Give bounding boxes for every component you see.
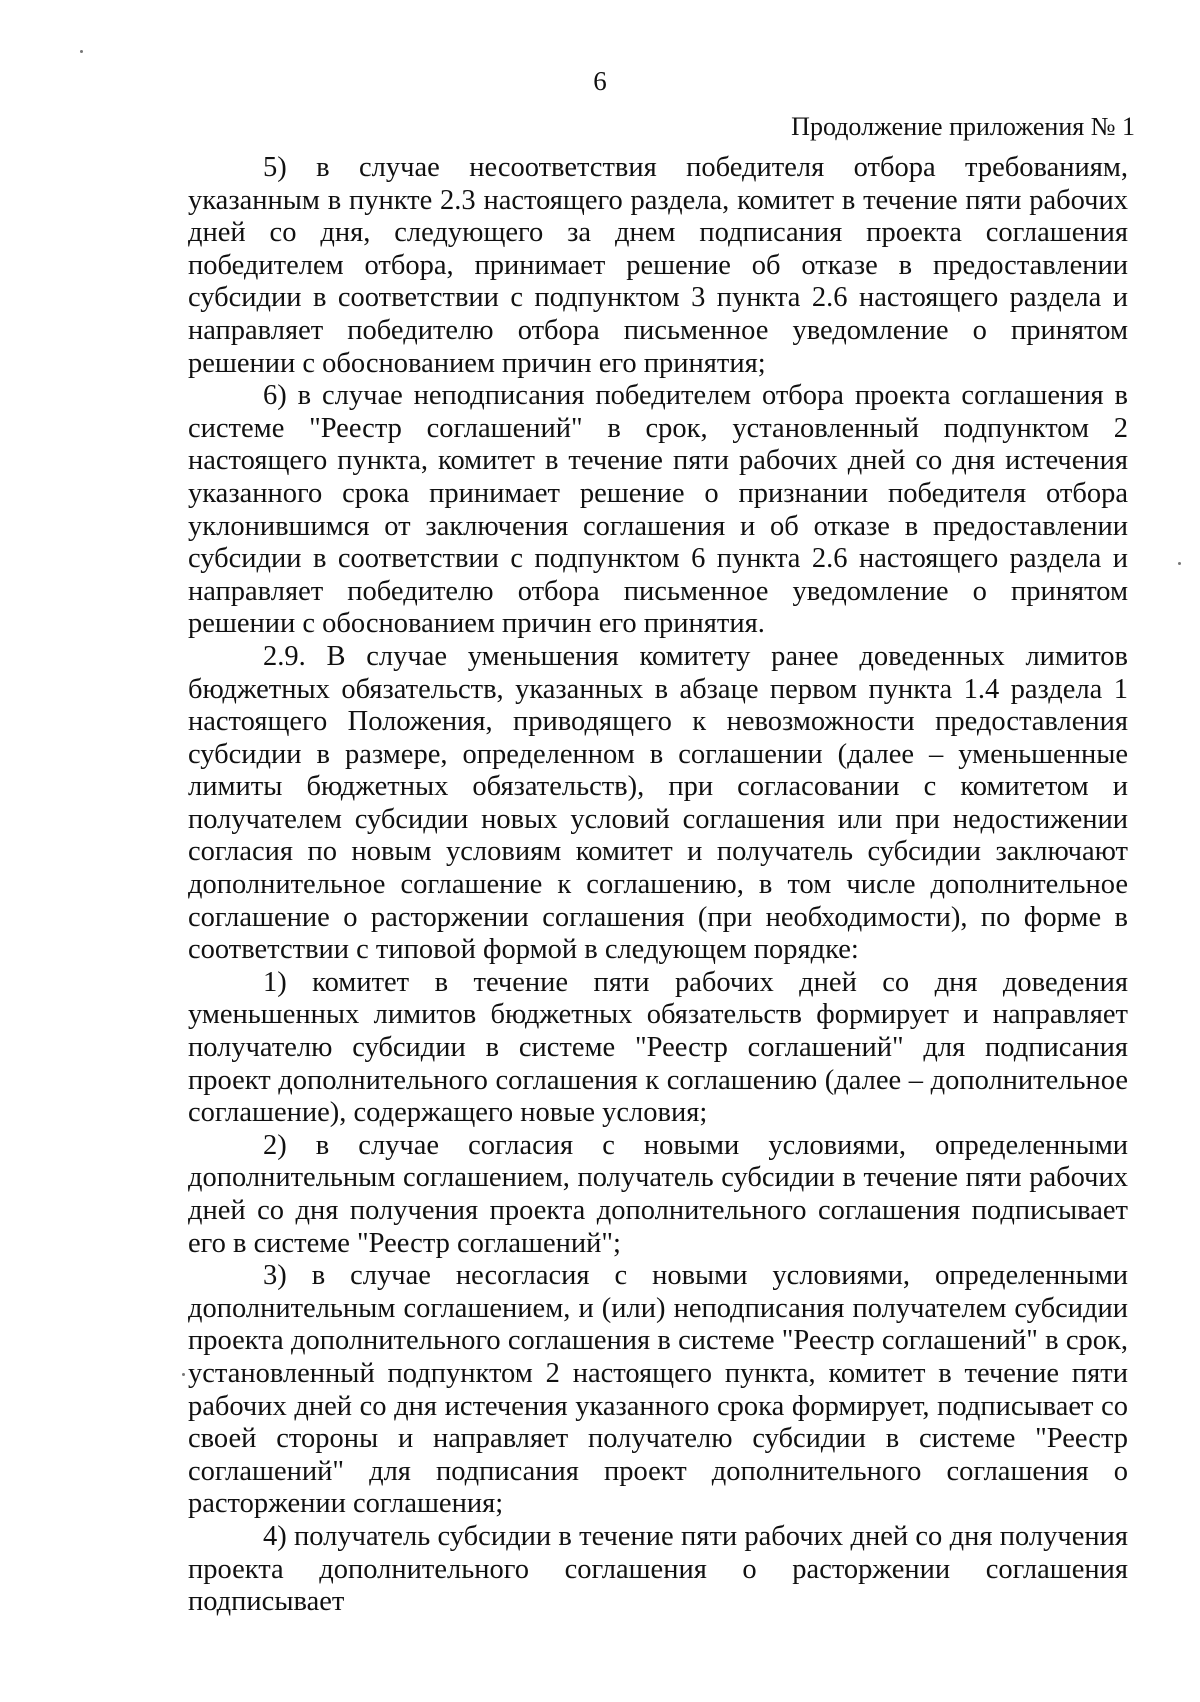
scan-speck — [80, 50, 83, 53]
paragraph-item-6: 6) в случае неподписания победителем отбора проекта соглашения в системе "Реестр соглашений" в срок, установленный подпунктом 2 настоящего пункта, комитет в течение пяти рабочих дней со дня истечения указанного срока принимает решение о признании победителя отбора уклонившимся от заключения соглашения и об отказе в предоставлении субсидии в соответствии с подпунктом 6 пункта 2.6 настоящего раздела и направляет победителю отбора письменное уведомление о принятом решении с обоснованием причин его принятия. — [188, 380, 1128, 640]
scan-speck — [182, 1373, 185, 1376]
document-body — [188, 152, 1128, 1619]
paragraph-subitem-4: 4) получатель субсидии в течение пяти рабочих дней со дня получения проекта дополнительного соглашения о расторжении соглашения подписывает — [188, 1520, 1128, 1618]
paragraph-item-5: 5) в случае несоответствия победителя отбора требованиям, указанным в пункте 2.3 настоящего раздела, комитет в течение пяти рабочих дней со дня, следующего за днем подписания проекта соглашения победителем отбора, принимает решение об отказе в предоставлении субсидии в соответствии с подпунктом 3 пункта 2.6 настоящего раздела и направляет победителю отбора письменное уведомление о принятом решении с обоснованием причин его принятия; — [188, 152, 1128, 379]
scan-speck — [1178, 562, 1181, 565]
paragraph-subitem-2: 2) в случае согласия с новыми условиями, определенными дополнительным соглашением, получатель субсидии в течение пяти рабочих дней со дня получения проекта дополнительного соглашения подписывает его в системе "Реестр соглашений"; — [188, 1129, 1128, 1259]
paragraph-2-9: 2.9. В случае уменьшения комитету ранее доведенных лимитов бюджетных обязательств, указанных в абзаце первом пункта 1.4 раздела 1 настоящего Положения, приводящего к невозможности предоставления субсидии в размере, определенном в соглашении (далее – уменьшенные лимиты бюджетных обязательств), при согласовании с комитетом и получателем субсидии новых условий соглашения или при недостижении согласия по новым условиям комитет и получатель субсидии заключают дополнительное соглашение к соглашению, в том числе дополнительное соглашение о расторжении соглашения (при необходимости), по форме в соответствии с типовой формой в следующем порядке: — [188, 640, 1128, 966]
paragraph-subitem-1: 1) комитет в течение пяти рабочих дней со дня доведения уменьшенных лимитов бюджетных обязательств формирует и направляет получателю субсидии в системе "Реестр соглашений" для подписания проект дополнительного соглашения к соглашению (далее – дополнительное соглашение), содержащего новые условия; — [188, 966, 1128, 1129]
paragraph-subitem-3: 3) в случае несогласия с новыми условиями, определенными дополнительным соглашением, и (или) неподписания получателем субсидии проекта дополнительного соглашения в системе "Реестр соглашений" в срок, установленный подпунктом 2 настоящего пункта, комитет в течение пяти рабочих дней со дня истечения указанного срока формирует, подписывает со своей стороны и направляет получателю субсидии в системе "Реестр соглашений" для подписания проект дополнительного соглашения о расторжении соглашения; — [188, 1260, 1128, 1520]
page-number: 6 — [593, 66, 607, 96]
continuation-header: Продолжение приложения № 1 — [791, 112, 1135, 141]
